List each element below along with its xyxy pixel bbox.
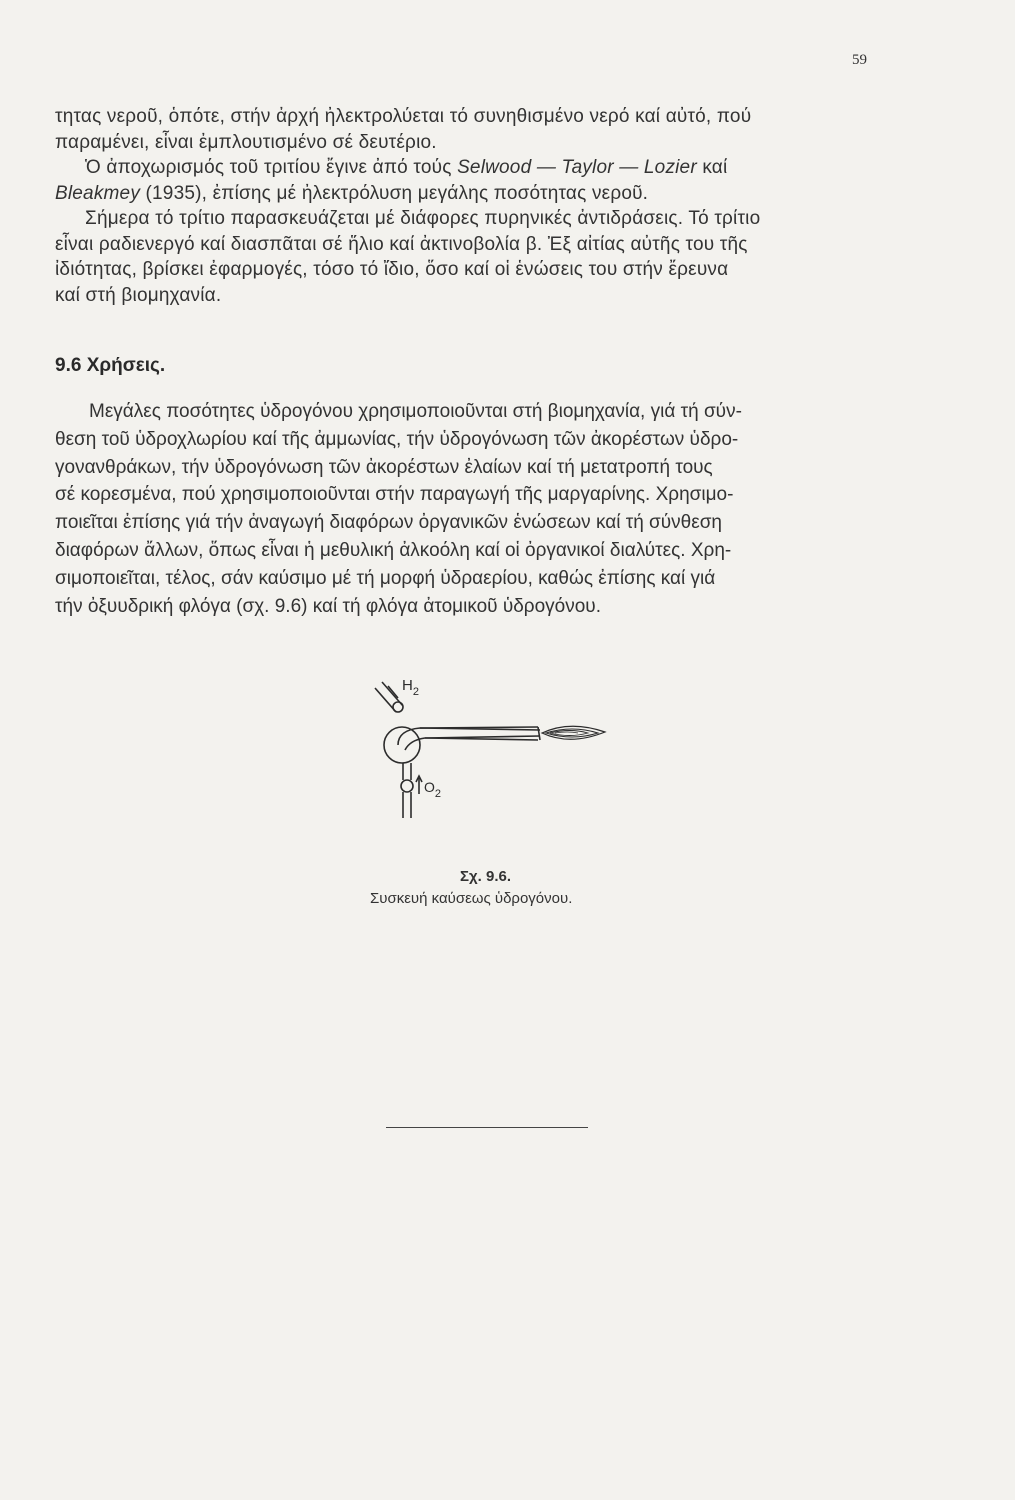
text-line: σιμοποιεῖται, τέλος, σάν καύσιμο μέ τή μορφή ὑδραερίου, καθώς ἐπίσης καί γιά [55,567,716,589]
h2-label: $H_2$ [402,677,419,698]
text-line: καί στή βιομηχανία. [55,284,222,306]
section-body [55,398,885,620]
burner-illustration [360,660,660,830]
section-heading: 9.6 Χρήσεις. [55,355,166,376]
footer-rule [386,1127,588,1128]
o2-label: $O_2$ [424,779,442,800]
text-line: γονανθράκων, τήν ὑδρογόνωση τῶν ἀκορέστων ἐλαίων καί τή μετατροπή τους [55,456,713,478]
text-line: ποιεῖται ἐπίσης γιά τήν ἀναγωγή διαφόρων ὀργανικῶν ἑνώσεων καί τή σύνθεση [55,512,723,534]
text-line: παραμένει, εἶναι ἐμπλουτισμένο σέ δευτέριο. [55,131,437,153]
text-line [55,155,885,181]
text-line: τήν ὀξυυδρική φλόγα (σχ. 9.6) καί τή φλόγα ἀτομικοῦ ὑδρογόνου. [55,595,601,617]
text-line: τητας νεροῦ, ὁπότε, στήν ἀρχή ἠλεκτρολύεται τό συνηθισμένο νερό καί αὐτό, πού [55,106,752,127]
text-fragment: Ὁ ἀποχωρισμός τοῦ τριτίου ἔγινε ἀπό τούς [85,157,458,178]
text-line: Σήμερα τό τρίτιο παρασκευάζεται μέ διάφορες πυρηνικές ἀντιδράσεις. Τό τρίτιο [85,208,761,229]
text-fragment: (1935), ἐπίσης μέ ἠλεκτρόλυση μεγάλης ποσότητας νεροῦ. [140,182,649,204]
author-names: Selwood — Taylor — Lozier [457,157,697,178]
text-line: ἰδιότητας, βρίσκει ἐφαρμογές, τόσο τό ἴδιο, ὅσο καί οἱ ἑνώσεις του στήν ἔρευνα [55,259,729,280]
text-line [55,181,885,207]
text-fragment: καί [696,157,728,178]
page-number: 59 [852,52,867,68]
text-line: Μεγάλες ποσότητες ὑδρογόνου χρησιμοποιοῦνται στή βιομηχανία, γιά τή σύν- [89,401,742,422]
figure-number: Σχ. 9.6. [460,868,511,885]
text-line: θεση τοῦ ὑδροχλωρίου καί τῆς ἀμμωνίας, τήν ὑδρογόνωση τῶν ἀκορέστων ὑδρο- [55,428,739,450]
text-line: διαφόρων ἄλλων, ὅπως εἶναι ἡ μεθυλική ἀλκοόλη καί οἱ ὀργανικοί διαλύτες. Χρη- [55,539,732,561]
text-line: σέ κορεσμένα, πού χρησιμοποιοῦνται στήν παραγωγή τῆς μαργαρίνης. Χρησιμο- [55,484,734,506]
author-name: Bleakmey [55,182,141,204]
paragraph-continuation [55,104,885,308]
figure-caption: Συσκευή καύσεως ὑδρογόνου. [370,890,573,907]
text-line: εἶναι ραδιενεργό καί διασπᾶται σέ ἥλιο καί ἀκτινοβολία β. Ἐξ αἰτίας αὐτῆς του τῆς [55,233,748,255]
burner-diagram [360,660,660,830]
